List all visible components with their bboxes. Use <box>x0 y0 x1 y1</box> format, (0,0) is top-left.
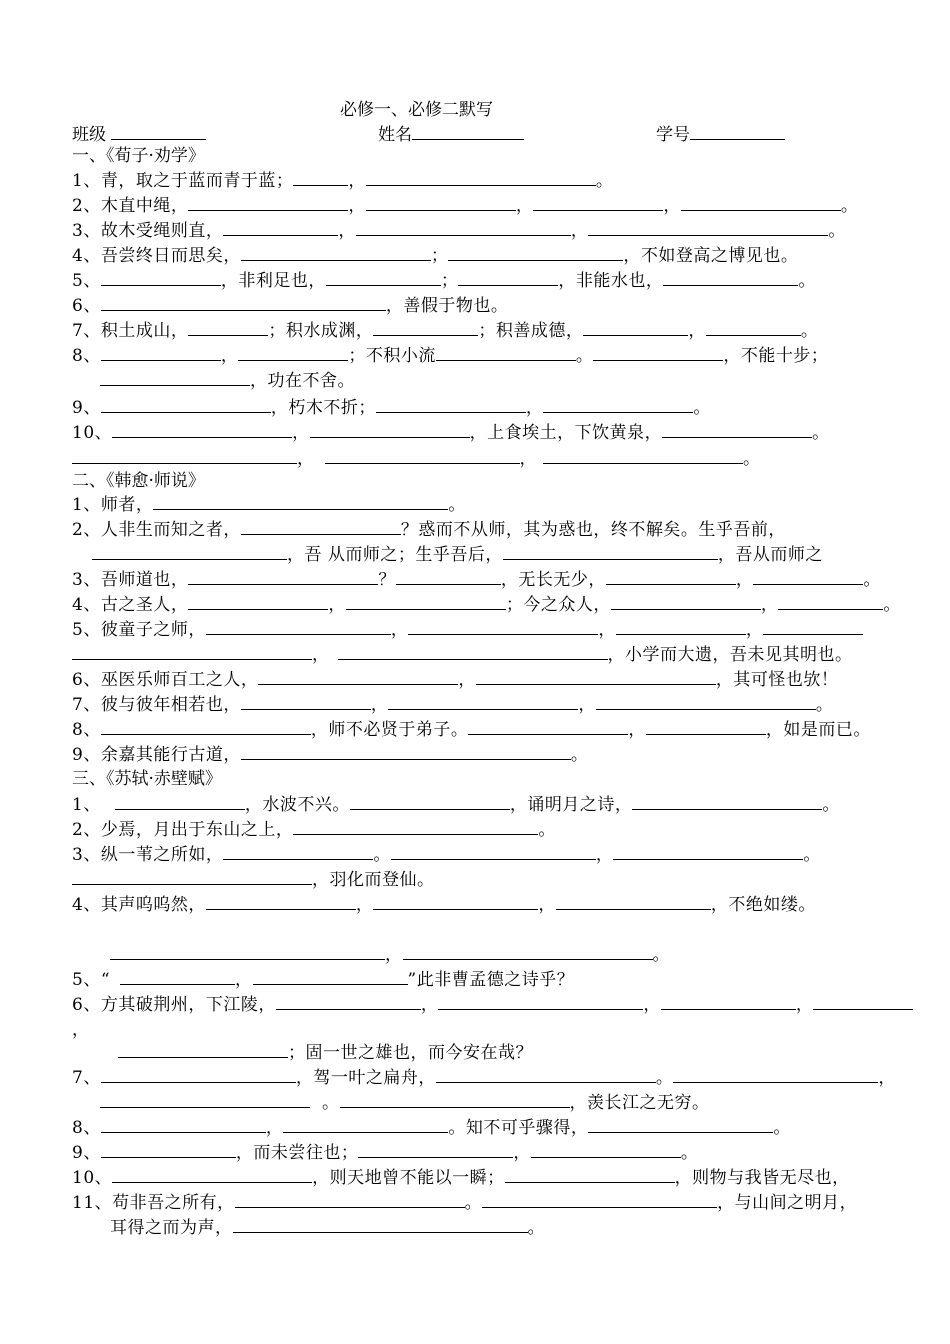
answer-blank[interactable] <box>101 270 221 286</box>
answer-blank[interactable] <box>813 994 913 1010</box>
answer-blank[interactable] <box>448 245 623 261</box>
answer-blank[interactable] <box>763 619 863 635</box>
question-line: 7、彼与彼年相若也， ， ， 。 <box>72 695 834 715</box>
question-line: 9、余嘉其能行古道， 。 <box>72 745 589 765</box>
class-blank[interactable] <box>111 124 206 140</box>
answer-blank[interactable] <box>606 569 736 585</box>
question-line: 9、 ，朽木不折； ， 。 <box>72 398 711 418</box>
answer-blank[interactable] <box>673 1067 878 1083</box>
answer-blank[interactable] <box>92 544 287 560</box>
answer-blank[interactable] <box>293 170 348 186</box>
class-label: 班级 <box>72 125 106 145</box>
answer-blank[interactable] <box>100 1092 310 1108</box>
question-line: 6、方其破荆州，下江陵， ， ， ， <box>72 994 913 1016</box>
question-line: ， ， 。 <box>72 448 761 470</box>
answer-blank[interactable] <box>338 644 608 660</box>
question-line: 6、巫医乐师百工之人， ， ，其可怪也欤！ <box>72 670 839 690</box>
answer-blank[interactable] <box>188 320 268 336</box>
answer-blank[interactable] <box>358 1142 513 1158</box>
answer-blank[interactable] <box>241 744 571 760</box>
question-line: 10、 ，则天地曾不能以一瞬； ，则物与我皆无尽也， <box>72 1168 850 1188</box>
answer-blank[interactable] <box>663 270 798 286</box>
question-line: 1、 ，水波不兴。 ，诵明月之诗， 。 <box>72 795 840 815</box>
answer-blank[interactable] <box>112 1167 312 1183</box>
answer-blank[interactable] <box>188 195 348 211</box>
answer-blank[interactable] <box>72 644 312 660</box>
answer-blank[interactable] <box>283 1117 448 1133</box>
name-blank[interactable] <box>412 124 524 140</box>
question-line: 4、吾尝终日而思矣， ； ，不如登高之博见也。 <box>72 246 799 266</box>
question-line: 2、木直中绳， ， ， ， 。 <box>72 196 859 216</box>
answer-blank[interactable] <box>505 1167 675 1183</box>
answer-blank[interactable] <box>596 694 816 710</box>
answer-blank[interactable] <box>346 594 506 610</box>
answer-blank[interactable] <box>396 569 501 585</box>
answer-blank[interactable] <box>778 594 883 610</box>
answer-blank[interactable] <box>101 1142 236 1158</box>
answer-blank[interactable] <box>556 894 711 910</box>
answer-blank[interactable] <box>503 544 718 560</box>
answer-blank[interactable] <box>376 397 526 413</box>
answer-blank[interactable] <box>350 794 510 810</box>
answer-blank[interactable] <box>403 944 653 960</box>
answer-blank[interactable] <box>223 844 373 860</box>
answer-blank[interactable] <box>753 569 863 585</box>
answer-blank[interactable] <box>110 944 385 960</box>
answer-blank[interactable] <box>241 519 401 535</box>
id-blank[interactable] <box>690 124 785 140</box>
question-line: 6、 ，善假于物也。 <box>72 296 509 316</box>
answer-blank[interactable] <box>476 669 716 685</box>
answer-blank[interactable] <box>235 1192 465 1208</box>
name-label: 姓名 <box>378 125 412 145</box>
question-line: 7、 ，驾一叶之扁舟， 。 ， <box>72 1068 896 1088</box>
question-line: 。 ，羡长江之无穷。 <box>100 1092 710 1114</box>
section-heading: 二、《韩愈·师说》 <box>72 471 205 491</box>
answer-blank[interactable] <box>482 1192 717 1208</box>
answer-blank[interactable] <box>241 245 431 261</box>
question-line: 4、古之圣人， ， ；今之众人， ， 。 <box>72 595 901 615</box>
answer-blank[interactable] <box>373 320 478 336</box>
answer-blank[interactable] <box>436 345 576 361</box>
answer-blank[interactable] <box>153 494 448 510</box>
question-line: ， <box>72 1020 90 1040</box>
answer-blank[interactable] <box>101 1067 296 1083</box>
answer-blank[interactable] <box>115 794 245 810</box>
answer-blank[interactable] <box>458 270 558 286</box>
question-line: ， ，小学而大遗，吾未见其明也。 <box>72 644 853 666</box>
answer-blank[interactable] <box>681 195 841 211</box>
question-line: 2、少焉，月出于东山之上， 。 <box>72 820 556 840</box>
answer-blank[interactable] <box>468 719 628 735</box>
answer-blank[interactable] <box>253 969 408 985</box>
answer-blank[interactable] <box>120 969 235 985</box>
answer-blank[interactable] <box>233 1217 528 1233</box>
question-line: 4、其声呜呜然， ， ， ，不绝如缕。 <box>72 895 816 915</box>
answer-blank[interactable] <box>326 270 441 286</box>
answer-blank[interactable] <box>373 894 538 910</box>
answer-blank[interactable] <box>206 619 391 635</box>
answer-blank[interactable] <box>238 345 348 361</box>
answer-blank[interactable] <box>593 345 723 361</box>
answer-blank[interactable] <box>436 1067 656 1083</box>
question-line: 3、故木受绳则直， ， ， 。 <box>72 221 846 241</box>
id-field <box>656 120 785 145</box>
name-field <box>378 120 524 145</box>
answer-blank[interactable] <box>388 694 578 710</box>
answer-blank[interactable] <box>366 170 596 186</box>
answer-blank[interactable] <box>101 345 221 361</box>
question-line: 3、纵一苇之所如， 。 ， 。 <box>72 845 821 865</box>
question-line: 8、 ，师不必贤于弟子。 ， ，如是而已。 <box>72 720 871 740</box>
question-line: 3、吾师道也， ？ ，无长无少， ， 。 <box>72 570 881 590</box>
answer-blank[interactable] <box>531 1142 681 1158</box>
answer-blank[interactable] <box>661 994 796 1010</box>
question-line: 1、青，取之于蓝而青于蓝； ， 。 <box>72 171 614 191</box>
question-line: 8、 ， ；不积小流 。 ，不能十步； <box>72 346 829 366</box>
question-line: 9、 ，而未尝往也； ， 。 <box>72 1143 699 1163</box>
answer-blank[interactable] <box>206 894 356 910</box>
answer-blank[interactable] <box>533 195 663 211</box>
answer-blank[interactable] <box>391 844 596 860</box>
answer-blank[interactable] <box>101 397 271 413</box>
answer-blank[interactable] <box>188 594 328 610</box>
answer-blank[interactable] <box>543 397 693 413</box>
answer-blank[interactable] <box>706 320 801 336</box>
answer-blank[interactable] <box>616 619 746 635</box>
answer-blank[interactable] <box>438 994 643 1010</box>
answer-blank[interactable] <box>662 422 812 438</box>
question-line: 11、苟非吾之所有， 。 ，与山间之明月， <box>72 1193 858 1213</box>
question-line: 8、 ， 。知不可乎骤得， 。 <box>72 1118 791 1138</box>
answer-blank[interactable] <box>101 295 386 311</box>
question-line: 耳得之而为声， 。 <box>110 1218 545 1238</box>
question-line: ，羽化而登仙。 <box>72 869 435 891</box>
question-line: 2、人非生而知之者， ？惑而不从师，其为惑也，终不解矣。生乎吾前， <box>72 520 786 540</box>
section-heading: 一、《荀子·劝学》 <box>72 146 205 166</box>
answer-blank[interactable] <box>72 448 297 464</box>
answer-blank[interactable] <box>646 719 766 735</box>
answer-blank[interactable] <box>340 1092 570 1108</box>
answer-blank[interactable] <box>583 320 688 336</box>
answer-blank[interactable] <box>101 719 311 735</box>
answer-blank[interactable] <box>258 669 458 685</box>
question-line: ，吾 从而师之；生乎吾后， ，吾从而师之 <box>92 544 823 566</box>
question-line: 5、 ，非利足也， ； ，非能水也， 。 <box>72 271 816 291</box>
answer-blank[interactable] <box>188 569 378 585</box>
question-line: ， 。 <box>110 944 670 966</box>
answer-blank[interactable] <box>100 370 250 386</box>
answer-blank[interactable] <box>241 694 371 710</box>
answer-blank[interactable] <box>276 994 421 1010</box>
answer-blank[interactable] <box>112 422 292 438</box>
answer-blank[interactable] <box>408 619 598 635</box>
answer-blank[interactable] <box>223 220 338 236</box>
answer-blank[interactable] <box>325 448 520 464</box>
question-line: ，功在不舍。 <box>100 370 355 392</box>
section-heading: 三、《苏轼·赤壁赋》 <box>72 769 222 789</box>
question-line: 1、师者， 。 <box>72 495 466 515</box>
page-title: 必修一、必修二默写 <box>340 100 493 120</box>
question-line: 5、彼童子之师， ， ， ， <box>72 619 863 641</box>
answer-blank[interactable] <box>72 869 312 885</box>
answer-blank[interactable] <box>632 794 822 810</box>
answer-blank[interactable] <box>118 1042 288 1058</box>
question-line: ；固一世之雄也，而今安在哉？ <box>118 1042 533 1064</box>
answer-blank[interactable] <box>356 220 571 236</box>
question-line: 7、积土成山， ；积水成渊， ；积善成德， ， 。 <box>72 321 819 341</box>
class-field <box>72 120 206 145</box>
answer-blank[interactable] <box>101 1117 266 1133</box>
answer-blank[interactable] <box>543 448 743 464</box>
answer-blank[interactable] <box>613 844 803 860</box>
answer-blank[interactable] <box>611 594 761 610</box>
answer-blank[interactable] <box>588 1117 773 1133</box>
answer-blank[interactable] <box>293 819 538 835</box>
answer-blank[interactable] <box>310 422 470 438</box>
question-line: 10、 ， ，上食埃土，下饮黄泉， 。 <box>72 423 830 443</box>
answer-blank[interactable] <box>588 220 828 236</box>
id-label: 学号 <box>656 125 690 145</box>
question-line: 5、“ ， ”此非曹孟德之诗乎？ <box>72 970 575 990</box>
answer-blank[interactable] <box>366 195 516 211</box>
